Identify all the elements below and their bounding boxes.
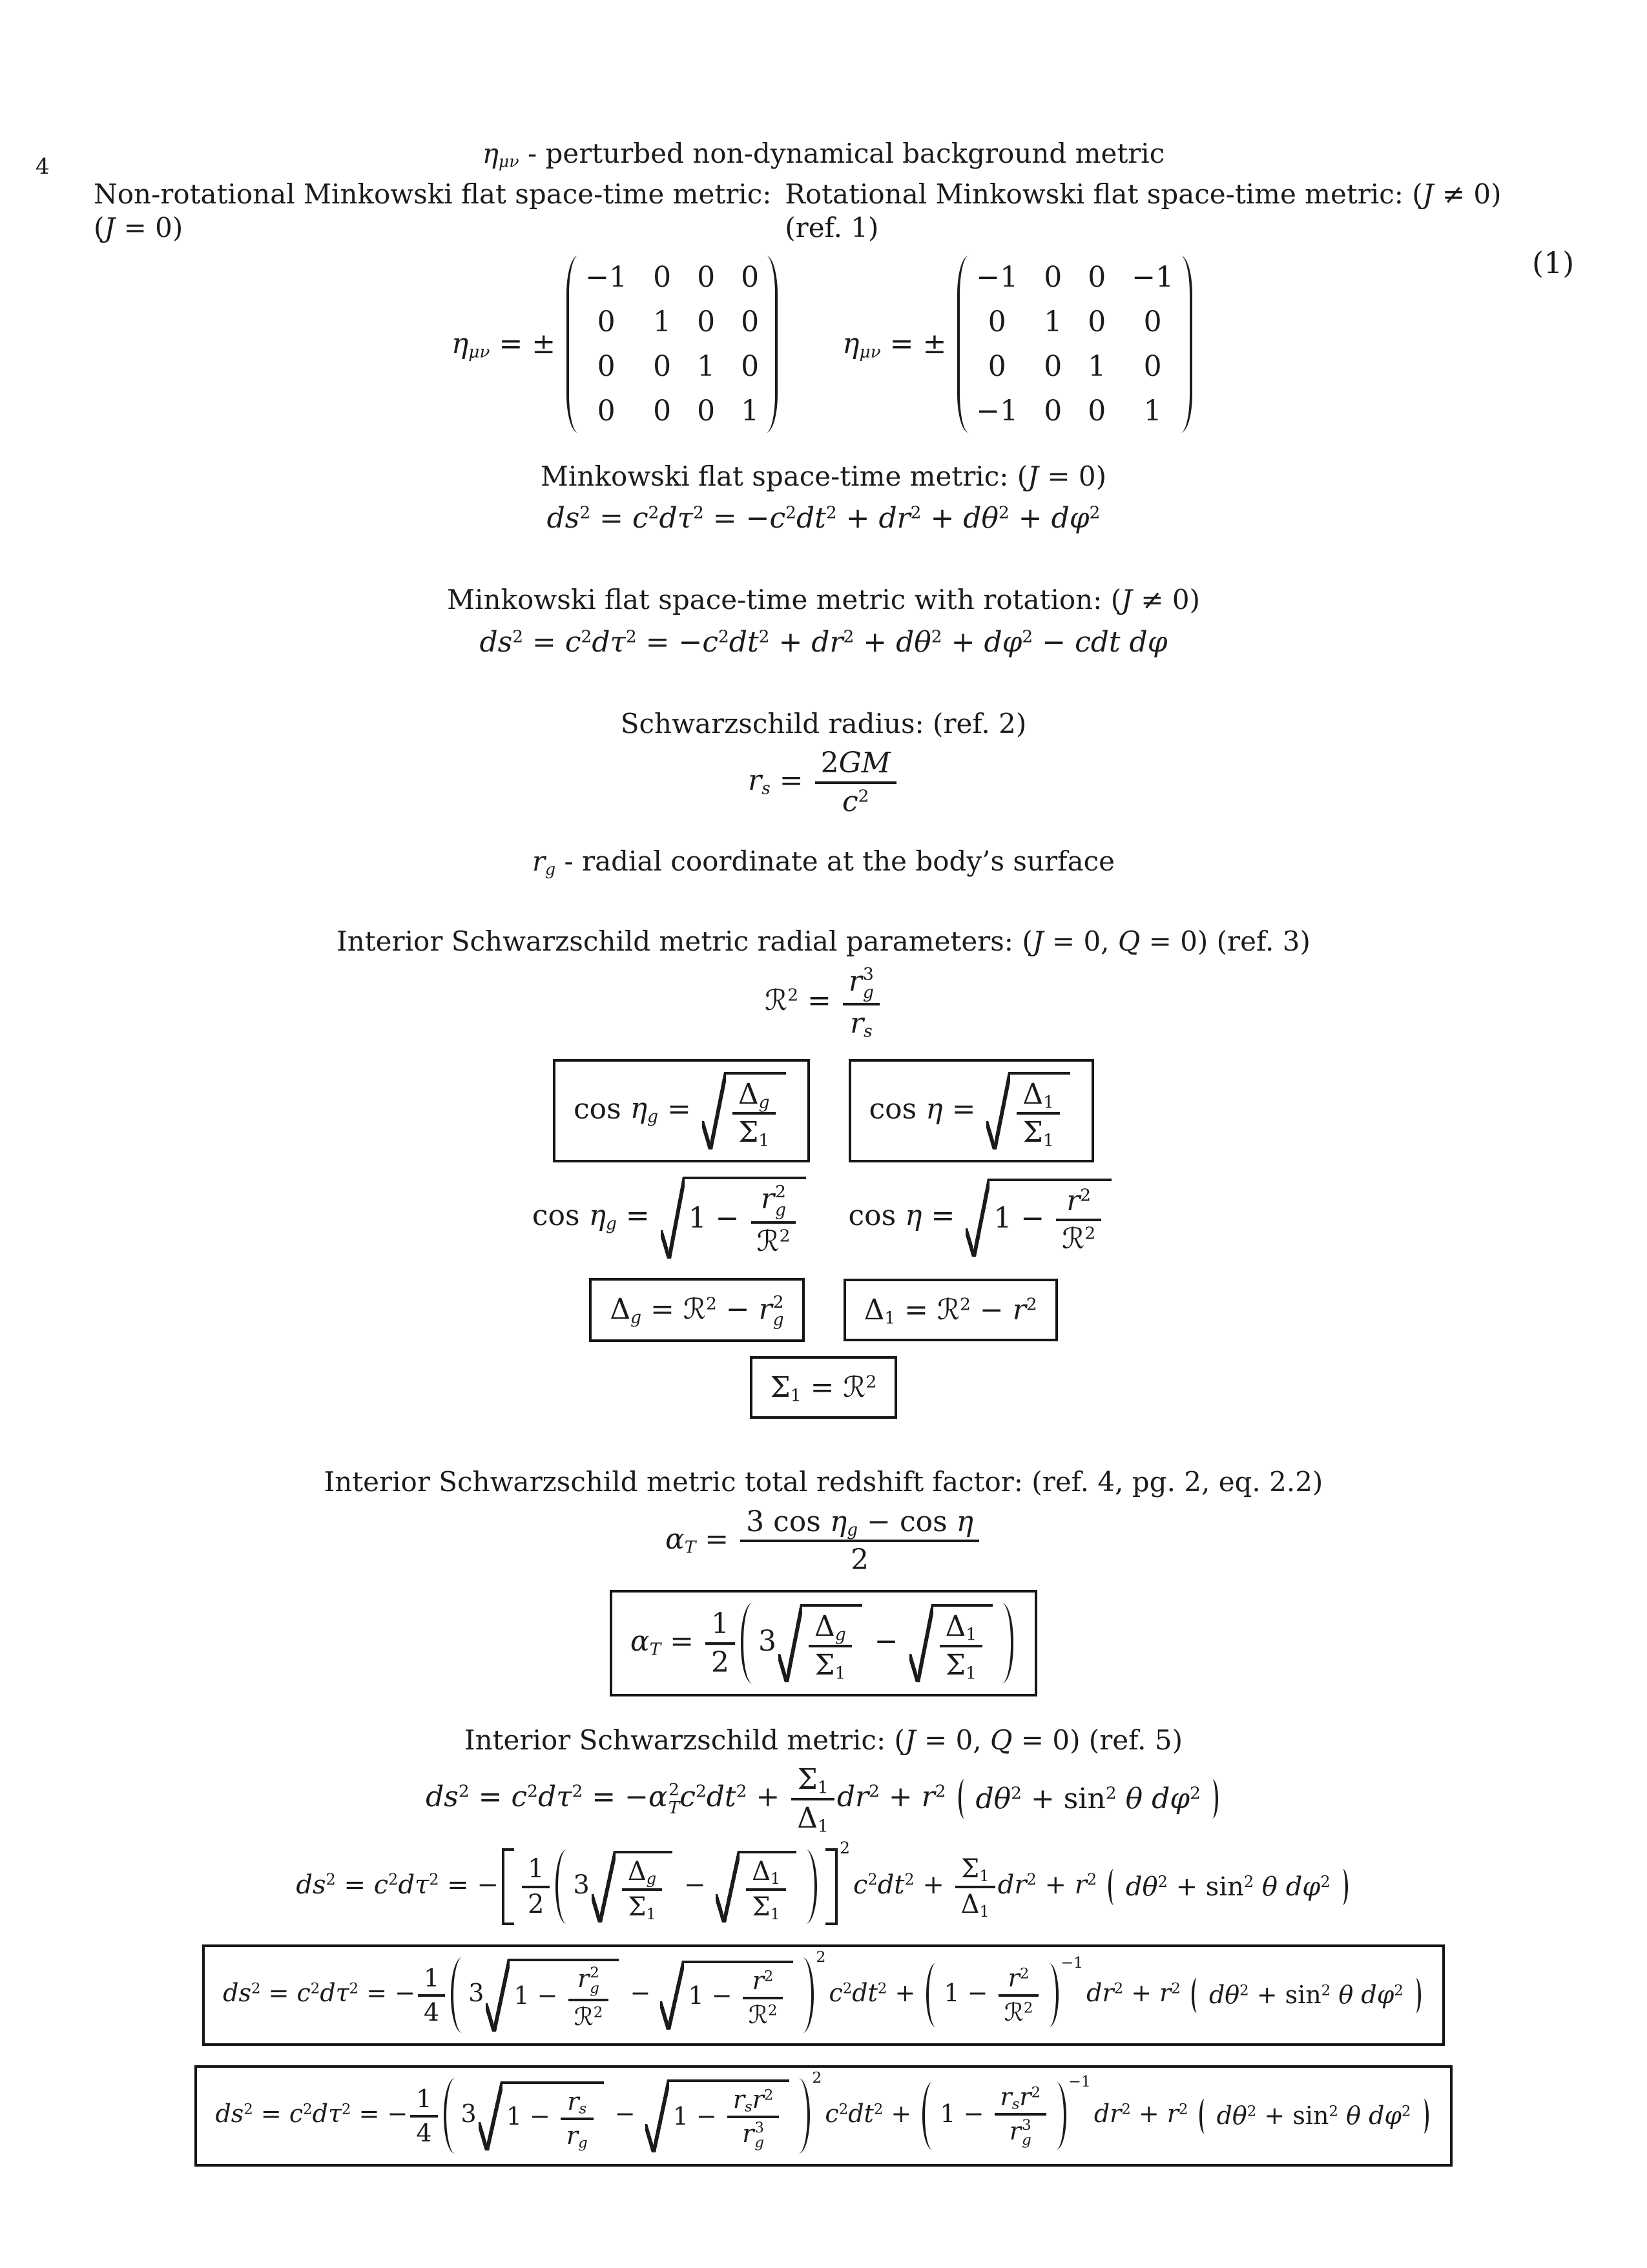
matrix-cell: 1 <box>653 305 672 338</box>
matrix-cell: 0 <box>1088 394 1106 428</box>
interior-metric-boxed-equation-1: $ds^2 = c^2d\tau^2$ = − $\frac{1}{4}$ 3 1 − r 2 g ℛ$^2$ − 1 − $\frac{r^2}{ℛ^2}$ 2 $c^2dt^2$ + 1 − $\frac{r^2}{ℛ^2}$ −1 $dr^2 + r^2$ $d\theta^2 + \sin^2 \theta$ $d\varphi^2$ <box>202 1944 1445 2046</box>
matrix-non-rotational <box>451 256 781 433</box>
interior-metric-boxed-equation-2: $ds^2 = c^2d\tau^2$ = − $\frac{1}{4}$ 3 1 − $\frac{r_s}{r_g}$ − 1 − $r_sr^2$ r 3 g 2 $c^2dt^2$ + 1 − $r_sr^2$ r 3 g −1 $dr^2 + r^2$ $d\theta^2 + \sin^2 \theta$ $d\varphi^2$ <box>194 2065 1452 2167</box>
delta-1-boxed-equation: $\Delta_1$ = ℛ$^2$ − $r^2$ <box>844 1279 1058 1341</box>
header-rotational-title: Rotational Minkowski flat space-time metric: (J ≠ 0) (ref. 1) <box>785 178 1502 243</box>
matrix-cell: 0 <box>1044 394 1062 428</box>
matrix-cell: 0 <box>741 260 760 294</box>
r-squared-equation: ℛ$^2$ = r 3 g $r_s$ <box>0 965 1647 1040</box>
matrix-lhs: $\eta_{\mu\nu}$ = ± <box>451 327 556 362</box>
rotation-metric-equation: $ds^2 = c^2d\tau^2 = -c^2dt^2 + dr^2 + d\theta^2 + d\varphi^2$ − cdt dφ <box>479 625 1168 659</box>
matrix-grid <box>972 256 1177 433</box>
matrix-cell: −1 <box>976 394 1019 428</box>
matrix-cell: 0 <box>1088 305 1106 338</box>
rotation-metric-title: Minkowski flat space-time metric with rotation: (J ≠ 0) <box>447 584 1200 616</box>
matrix-cell: −1 <box>976 260 1019 294</box>
metric-headers-row <box>0 178 1647 245</box>
matrix-cell: 0 <box>697 260 716 294</box>
matrix-cell: −1 <box>1132 260 1174 294</box>
cos-eta-equation: cos η = 1 − $\frac{r^2}{ℛ^2}$ <box>848 1179 1115 1257</box>
flat-metric-equation: $ds^2 = c^2d\tau^2 = -c^2dt^2 + dr^2 + d\theta^2 + d\varphi^2$ <box>546 502 1101 535</box>
interior-metric-equation-1: $ds^2 = c^2d\tau^2 = -\alpha$ 2 T $c^2dt^2$ + $\frac{\Sigma_1}{\Delta_1}$ $dr^2 + r^2$ $d\theta^2 + \sin^2 \theta$ $d\varphi^2$ <box>0 1764 1647 1834</box>
matrix-parens <box>566 256 778 433</box>
matrix-cell: 0 <box>653 260 672 294</box>
cos-boxed-row <box>0 1059 1647 1163</box>
cos-eta-boxed-equation: cos η = $\frac{\Delta_1}{\Sigma_1}$ <box>849 1059 1095 1163</box>
matrix-cell: 1 <box>741 394 760 428</box>
interior-boxed-row-2 <box>0 2065 1647 2167</box>
sigma-1-boxed-equation: $\Sigma_1$ = ℛ$^2$ <box>750 1356 898 1419</box>
matrix-cell: 0 <box>1143 349 1162 383</box>
interior-metric-title: Interior Schwarzschild metric: (J = 0, Q = 0) (ref. 5) <box>464 1724 1183 1756</box>
matrix-cell: 0 <box>1044 349 1062 383</box>
interior-metric-equation-2: $ds^2 = c^2d\tau^2$ = − $\frac{1}{2}$ 3 $\frac{\Delta_g}{\Sigma_1}$ − $\frac{\Delta_1}{\Sigma_1}$ 2 $c^2dt^2$ + $\frac{\Sigma_1}{\Delta_1}$ $dr^2 + r^2$ $d\theta^2 + \sin^2 \theta$ $d\varphi^2$ <box>0 1848 1647 1926</box>
matrix-cell: 0 <box>741 349 760 383</box>
matrix-cell: 1 <box>697 349 716 383</box>
interior-boxed-row-1 <box>0 1944 1647 2046</box>
alpha-t-boxed-row <box>0 1590 1647 1696</box>
matrix-cell: 0 <box>1143 305 1162 338</box>
cos-open-row <box>0 1177 1647 1259</box>
matrix-rotational <box>842 256 1196 433</box>
matrix-grid <box>581 256 763 433</box>
matrix-cell: 0 <box>988 349 1006 383</box>
redshift-factor-title: Interior Schwarzschild metric total redshift factor: (ref. 4, pg. 2, eq. 2.2) <box>324 1466 1323 1498</box>
matrix-cell: 0 <box>597 349 616 383</box>
matrix-cell: 0 <box>697 305 716 338</box>
matrix-cell: 0 <box>1088 260 1106 294</box>
alpha-t-boxed-equation: $\alpha_T$ = $\frac{1}{2}$ 3 $\frac{\Delta_g}{\Sigma_1}$ − $\frac{\Delta_1}{\Sigma_1}$ <box>610 1590 1037 1696</box>
delta-boxed-row <box>0 1278 1647 1342</box>
matrix-parens <box>957 256 1192 433</box>
flat-metric-title: Minkowski flat space-time metric: (J = 0) <box>541 460 1106 492</box>
delta-g-boxed-equation: $\Delta_g$ = ℛ$^2$ − r 2 g <box>589 1278 804 1342</box>
alpha-t-equation: $\alpha_T$ = $\frac{3 \cos \eta_g - \cos \eta}{2}$ <box>0 1506 1647 1576</box>
radial-parameters-title: Interior Schwarzschild metric radial parameters: (J = 0, Q = 0) (ref. 3) <box>337 925 1310 958</box>
schwarzschild-radius-equation: $r_s$ = $\frac{2GM}{c^2}$ <box>0 747 1647 818</box>
matrix-cell: −1 <box>585 260 628 294</box>
matrix-cell: 0 <box>741 305 760 338</box>
matrix-cell: 0 <box>597 305 616 338</box>
eta-description-line: $\eta_{\mu\nu}$ - perturbed non-dynamical background metric <box>482 138 1165 171</box>
matrix-cell: 0 <box>597 394 616 428</box>
matrix-lhs: $\eta_{\mu\nu}$ = ± <box>842 327 947 362</box>
cos-eta-g-boxed-equation: $\cos \eta_g$ = $\frac{\Delta_g}{\Sigma_1}$ <box>553 1059 810 1163</box>
matrix-cell: 0 <box>988 305 1006 338</box>
matrix-cell: 1 <box>1088 349 1106 383</box>
matrix-cell: 1 <box>1143 394 1162 428</box>
rg-definition-line: $r_g$ - radial coordinate at the body’s surface <box>532 845 1115 879</box>
matrix-cell: 0 <box>653 349 672 383</box>
cos-eta-g-equation: $\cos \eta_g$ = 1 − r 2 g ℛ$^2$ <box>532 1177 810 1259</box>
equation-tag: (1) <box>1532 245 1575 280</box>
sigma-boxed-row <box>0 1356 1647 1419</box>
page-number: 4 <box>36 154 50 180</box>
matrices-row <box>0 256 1647 433</box>
paper-page <box>0 137 1647 2268</box>
schwarzschild-radius-title: Schwarzschild radius: (ref. 2) <box>620 707 1027 739</box>
matrix-cell: 1 <box>1044 305 1062 338</box>
matrix-cell: 0 <box>653 394 672 428</box>
matrix-cell: 0 <box>697 394 716 428</box>
matrix-cell: 0 <box>1044 260 1062 294</box>
header-non-rotational-title: Non-rotational Minkowski flat space-time metric: (J = 0) <box>94 178 772 243</box>
